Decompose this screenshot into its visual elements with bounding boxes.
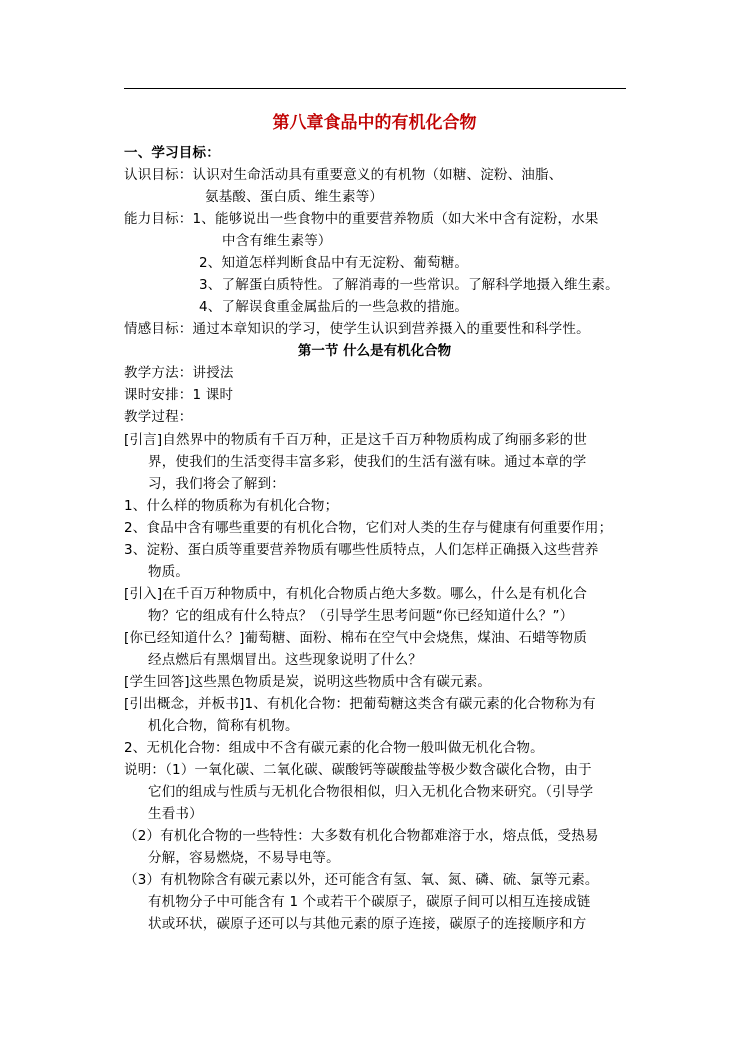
element-line3: 状或环状，碳原子还可以与其他元素的原子连接，碳原子的连接顺序和方	[148, 916, 587, 932]
note-line2: 它们的组成与性质与无机化合物很相似，归入无机化合物来研究。（引导学	[148, 784, 594, 800]
ability-goal-item4: 4、了解误食重金属盐后的一些急救的措施。	[199, 299, 469, 315]
property-line2: 分解，容易燃烧，不易导电等。	[148, 850, 340, 866]
emotion-goal: 情感目标：通过本章知识的学习，使学生认识到营养摄入的重要性和科学性。	[124, 321, 590, 337]
header-rule	[124, 88, 626, 89]
prior-knowledge-line1: [你已经知道什么？]葡萄糖、面粉、棉布在空气中会烧焦，煤油、石蜡等物质	[124, 630, 588, 646]
question-1: 1、什么样的物质称为有机化合物；	[124, 498, 339, 514]
note-line3: 生看书）	[148, 806, 203, 822]
concept-line2: 机化合物，简称有机物。	[148, 718, 299, 734]
note-line1: 说明：（1）一氧化碳、二氧化碳、碳酸钙等碳酸盐等极少数含碳化合物，由于	[124, 762, 592, 778]
question-2: 2、食品中含有哪些重要的有机化合物，它们对人类的生存与健康有何重要作用；	[124, 520, 613, 536]
student-answer: [学生回答]这些黑色物质是炭，说明这些物质中含有碳元素。	[124, 674, 492, 690]
question-3-line2: 物质。	[148, 564, 190, 580]
intro-line1: [引言]自然界中的物质有千百万种，正是这千百万种物质构成了绚丽多彩的世	[124, 432, 588, 448]
section-title: 第一节 什么是有机化合物	[297, 343, 452, 359]
teaching-process: 教学过程：	[124, 409, 193, 425]
prior-knowledge-line2: 经点燃后有黑烟冒出。这些现象说明了什么？	[148, 652, 422, 668]
ability-goal-line1: 能力目标：1、能够说出一些食物中的重要营养物质（如大米中含有淀粉，水果	[124, 211, 599, 227]
ability-goal-line1b: 中含有维生素等）	[222, 233, 332, 249]
intro-line3: 习，我们将会了解到：	[148, 476, 285, 492]
element-line2: 有机物分子中可能含有 1 个或若干个碳原子，碳原子间可以相互连接成链	[148, 894, 591, 910]
question-3-line1: 3、淀粉、蛋白质等重要营养物质有哪些性质特点，人们怎样正确摄入这些营养	[124, 542, 599, 558]
cognitive-goal-line1: 认识目标：认识对生命活动具有重要意义的有机物（如糖、淀粉、油脂、	[124, 167, 563, 183]
property-line1: （2）有机化合物的一些特性：大多数有机化合物都难溶于水，熔点低，受热易	[124, 828, 599, 844]
section-heading-objectives: 一、学习目标：	[124, 145, 220, 161]
teaching-method: 教学方法：讲授法	[124, 365, 234, 381]
ability-goal-item2: 2、知道怎样判断食品中有无淀粉、葡萄糖。	[199, 255, 469, 271]
cognitive-goal-line2: 氨基酸、蛋白质、维生素等）	[205, 189, 384, 205]
concept-line1: [引出概念，并板书]1、有机化合物：把葡萄糖这类含有碳元素的化合物称为有	[124, 696, 596, 712]
class-hours: 课时安排：1 课时	[124, 387, 234, 403]
element-line1: （3）有机物除含有碳元素以外，还可能含有氢、氧、氮、磷、硫、氯等元素。	[124, 872, 599, 888]
chapter-title: 第八章食品中的有机化合物	[272, 113, 477, 133]
lead-in-line1: [引入]在千百万种物质中，有机化合物质占绝大多数。哪么，什么是有机化合	[124, 586, 588, 602]
inorganic-definition: 2、无机化合物：组成中不含有碳元素的化合物一般叫做无机化合物。	[124, 740, 544, 756]
lead-in-line2: 物？它的组成有什么特点？（引导学生思考问题“你已经知道什么？”）	[148, 608, 574, 624]
ability-goal-item3: 3、了解蛋白质特性。了解消毒的一些常识。了解科学地摄入维生素。	[199, 277, 619, 293]
intro-line2: 界，使我们的生活变得丰富多彩，使我们的生活有滋有味。通过本章的学	[148, 454, 587, 470]
